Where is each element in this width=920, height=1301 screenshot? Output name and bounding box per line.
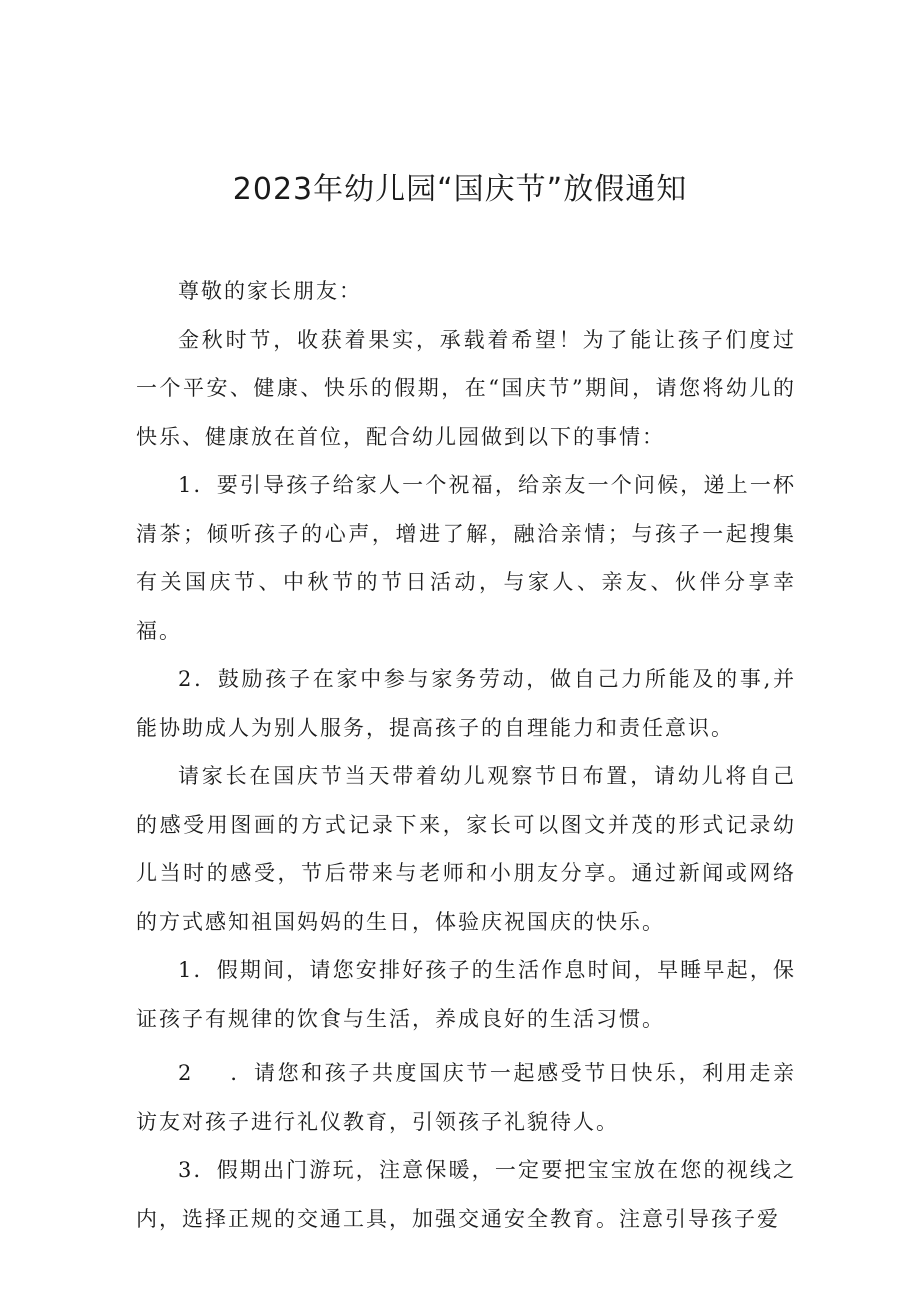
paragraph-safety-1: 1．假期间，请您安排好孩子的生活作息时间，早睡早起，保证孩子有规律的饮食与生活，养成良好的生活习惯。 <box>136 958 796 1031</box>
greeting: 尊敬的家长朋友： <box>178 279 362 303</box>
document-body <box>136 267 796 1243</box>
paragraph-item-2: 2．鼓励孩子在家中参与家务劳动，做自己力所能及的事,并能协助成人为别人服务，提高孩子的自理能力和责任意识。 <box>136 667 796 740</box>
paragraph-item-1: 1．要引导孩子给家人一个祝福，给亲友一个问候，递上一杯清茶；倾听孩子的心声，增进了解，融洽亲情；与孩子一起搜集有关国庆节、中秋节的节日活动，与家人、亲友、伙伴分享幸福。 <box>136 473 796 643</box>
document-title: 2023年幼儿园“国庆节”放假通知 <box>232 172 688 207</box>
paragraph-safety-3: 3．假期出门游玩，注意保暖，一定要把宝宝放在您的视线之内，选择正规的交通工具，加强交通安全教育。注意引导孩子爱 <box>136 1158 796 1231</box>
paragraph-intro: 金秋时节，收获着果实，承载着希望！为了能让孩子们度过一个平安、健康、快乐的假期，在“国庆节”期间，请您将幼儿的快乐、健康放在首位，配合幼儿园做到以下的事情： <box>136 327 796 449</box>
paragraph-safety-2: 2 ．请您和孩子共度国庆节一起感受节日快乐，利用走亲访友对孩子进行礼仪教育，引领孩子礼貌待人。 <box>136 1061 796 1134</box>
paragraph-observation: 请家长在国庆节当天带着幼儿观察节日布置，请幼儿将自己的感受用图画的方式记录下来，家长可以图文并茂的形式记录幼儿当时的感受，节后带来与老师和小朋友分享。通过新闻或网络的方式感知祖国妈妈的生日，体验庆祝国庆的快乐。 <box>136 764 796 934</box>
